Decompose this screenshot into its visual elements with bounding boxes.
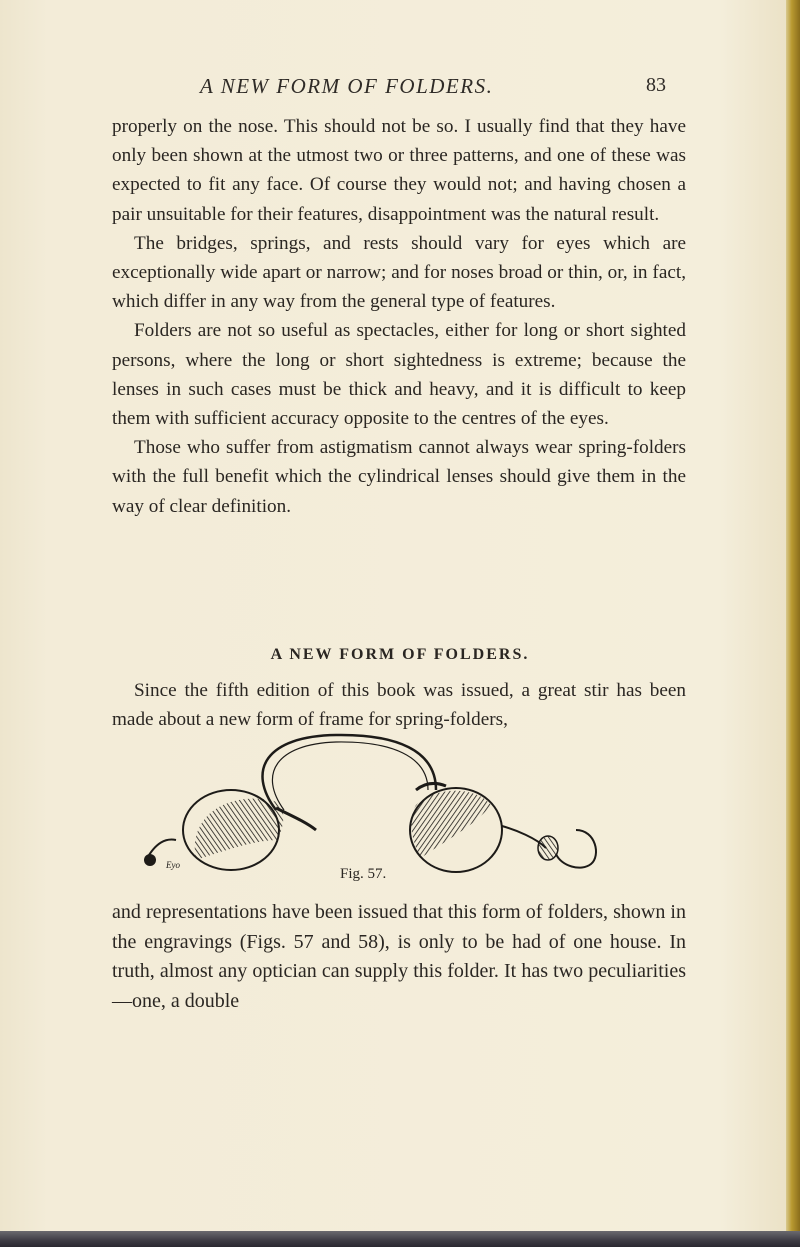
paragraph: Those who suffer from astigmatism cannot always wear spring-folders with the full benefit which the cylindrical lenses should give them in the way of clear definition.: [112, 437, 686, 517]
folder-engraving: [136, 730, 636, 878]
paragraph: and representations have been issued that this form of folders, shown in the engravings (Figs. 57 and 58), is only to be had of one house. In truth, almost any optician can supply this folder. It has two peculiarities—one, a double: [112, 901, 686, 1012]
paragraph: Since the fifth edition of this book was issued, a great stir has been made about a new form of frame for spring-folders,: [112, 680, 686, 731]
figure-caption: Fig. 57.: [340, 866, 387, 882]
body-text-bottom: [112, 898, 686, 1016]
body-text-middle: [112, 676, 686, 734]
page-header: [0, 74, 800, 104]
paragraph: The bridges, springs, and rests should vary for eyes which are exceptionally wide apart or narrow; and for noses broad or thin, or, in fact, which differ in any way from the general type of features.: [112, 232, 686, 313]
page-edge-bottom: [0, 1231, 800, 1247]
body-text-top: [112, 112, 686, 521]
engraver-mark: Eyo: [166, 860, 180, 870]
page-number: 83: [646, 74, 666, 96]
page-edge-right: [786, 0, 800, 1247]
paragraph: properly on the nose. This should not be so. I usually find that they have only been shown at the utmost two or three patterns, and one of these was expected to fit any face. Of course they would not; and having chosen a pair unsuitable for their features, disappointment was the natural result.: [112, 116, 686, 225]
paragraph: Folders are not so useful as spectacles, either for long or short sighted persons, where the long or short sightedness is extreme; because the lenses in such cases must be thick and heavy, and it is difficult to keep them with sufficient accuracy opposite to the centres of the eyes.: [112, 320, 686, 430]
running-head: A NEW FORM OF FOLDERS.: [200, 74, 494, 98]
section-heading: A NEW FORM OF FOLDERS.: [270, 646, 530, 663]
